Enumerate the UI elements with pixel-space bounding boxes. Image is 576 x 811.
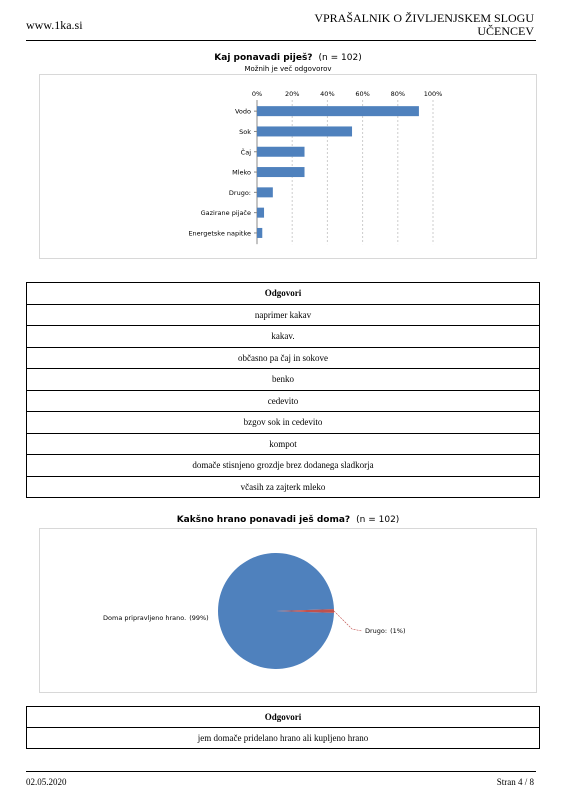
pie-label-name: Drugo: [365, 627, 388, 635]
table-cell: benko [27, 369, 540, 391]
document-title [314, 12, 534, 38]
table-row [27, 433, 540, 455]
document-title-line2: UČENCEV [477, 24, 534, 38]
table-row [27, 369, 540, 391]
table-cell: naprimer kakav [27, 304, 540, 326]
page-number: Stran 4 / 8 [496, 777, 534, 787]
pie-label-percent: (1%) [390, 627, 406, 635]
table-cell: domače stisnjeno grozdje brez dodanega sladkorja [27, 455, 540, 477]
x-tick-label: 80% [390, 90, 406, 98]
table-cell: včasih za zajterk mleko [27, 476, 540, 498]
bar [257, 167, 305, 177]
pie-label-percent: (99%) [189, 614, 209, 622]
table-row [27, 476, 540, 498]
bar-chart [40, 75, 536, 258]
bar [257, 187, 273, 197]
pie-label [365, 627, 405, 635]
x-tick-label: 20% [284, 90, 300, 98]
bar [257, 147, 305, 157]
x-tick-label: 60% [355, 90, 370, 98]
table-row [27, 728, 540, 749]
category-label: Mleko [232, 168, 251, 177]
header-rule [26, 40, 536, 41]
table-cell: občasno pa čaj in sokove [27, 347, 540, 369]
category-label: Gazirane pijače [200, 209, 251, 218]
x-tick-label: 40% [320, 90, 335, 98]
answers-table-2 [26, 706, 540, 749]
table-row [27, 412, 540, 434]
table-row [27, 304, 540, 326]
chart1-title [0, 53, 576, 63]
table-cell: cedevito [27, 390, 540, 412]
category-label: Sok [239, 127, 251, 136]
chart2-box [39, 528, 537, 693]
bar [257, 208, 264, 218]
x-tick-label: 100% [423, 90, 443, 98]
chart2-title [0, 515, 576, 525]
pie-label [103, 614, 209, 622]
pie-leader-line [334, 611, 362, 631]
chart1-question: Kaj ponavadi piješ? [214, 53, 313, 63]
table-row [27, 390, 540, 412]
document-title-line1: VPRAŠALNIK O ŽIVLJENJSKEM SLOGU [314, 11, 534, 25]
bar [257, 228, 262, 238]
table-row [27, 347, 540, 369]
table-cell: bzgov sok in cedevito [27, 412, 540, 434]
table-cell: kakav. [27, 326, 540, 348]
pie-label-name: Doma pripravljeno hrano. [103, 614, 187, 622]
category-label: Čaj [240, 148, 251, 157]
bar [257, 126, 352, 136]
chart1-count: (n = 102) [318, 53, 362, 63]
chart1-subtitle: Možnih je več odgovorov [244, 65, 332, 73]
footer-rule [26, 771, 536, 772]
footer-date: 02.05.2020 [26, 777, 67, 787]
chart2-count: (n = 102) [356, 515, 400, 525]
chart2-question: Kakšno hrano ponavadi ješ doma? [176, 515, 351, 525]
table-row [27, 455, 540, 477]
category-label: Drugo: [228, 188, 251, 197]
chart1-box [39, 74, 537, 259]
category-label: Energetske napitke [188, 229, 251, 238]
site-url: www.1ka.si [26, 18, 83, 32]
table-cell: kompot [27, 433, 540, 455]
category-label: Vodo [234, 107, 251, 116]
x-tick-label: 0% [251, 90, 263, 98]
answers-table-1 [26, 282, 540, 498]
table-header: Odgovori [27, 283, 540, 305]
table-cell: jem domače pridelano hrano ali kupljeno hrano [27, 728, 540, 749]
pie-chart [40, 529, 536, 692]
bar [257, 106, 419, 116]
table-row [27, 326, 540, 348]
table-header: Odgovori [27, 707, 540, 728]
